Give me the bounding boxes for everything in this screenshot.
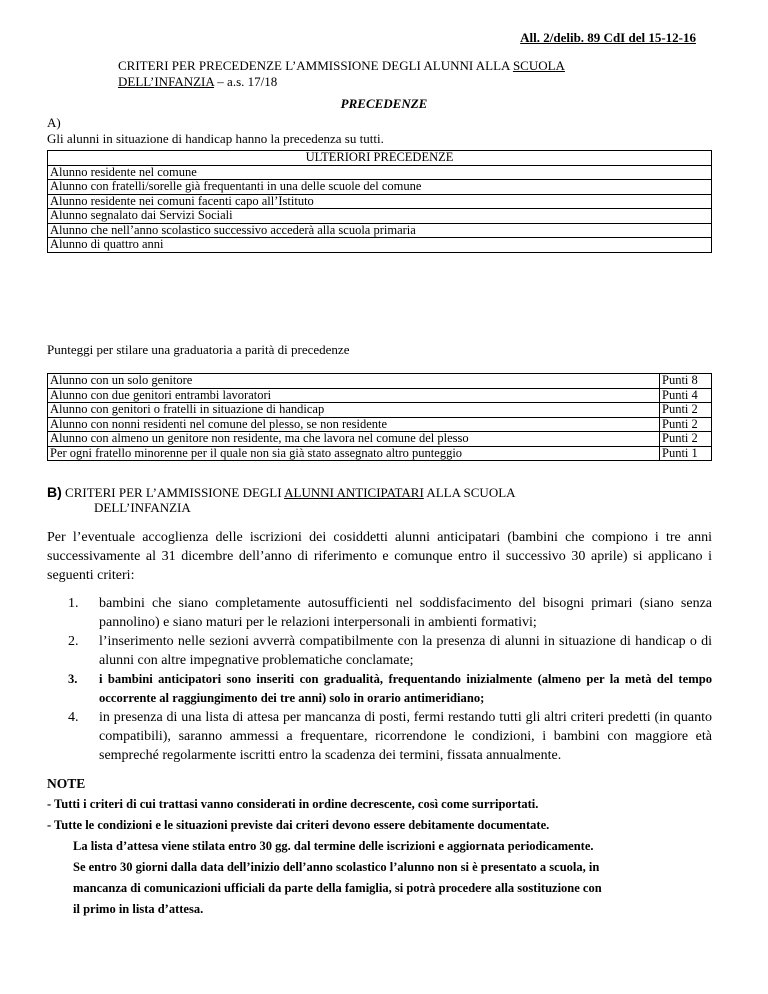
punteggi-label: Alunno con un solo genitore [48,374,660,389]
section-b-title-line2: DELL’INFANZIA [94,500,191,515]
item-text: bambini che siano completamente autosufficienti nel soddisfacimento del bisogni primari (siano senza pannolino) e siano maturi per le relazioni interpersonali in ambienti formativi; [99,596,712,630]
list-item [68,708,712,765]
punteggi-label: Alunno con genitori o fratelli in situazione di handicap [48,403,660,418]
section-b-title-suffix: ALLA SCUOLA [423,485,516,500]
ulteriori-precedenze-table [47,150,712,253]
item-number: 3. [68,672,78,686]
table-row: Alunno residente nel comune [48,165,712,180]
punteggi-intro: Punteggi per stilare una graduatoria a parità di precedenze [47,342,350,357]
section-a-text: Gli alunni in situazione di handicap hanno la precedenza su tutti. [47,131,384,146]
item-number: 2. [68,634,79,649]
notes-heading: NOTE [47,776,86,791]
precedenze-heading: PRECEDENZE [340,96,428,111]
item-text: in presenza di una lista di attesa per mancanza di posti, fermi restando tutti gli altri criteri predetti (in quanto compatibili), saranno ammessi a frequentare, ricorrendone le condizioni, i bambini con maggiore età sempreché regolarmente iscritti entro la scadenza dei termini, fissata annualmente. [99,710,712,763]
notes-section [47,773,602,920]
title-line1-underlined: SCUOLA [512,58,565,73]
notes-line: La lista d’attesa viene stilata entro 30 gg. dal termine delle iscrizioni e aggiornata periodicamente. [73,839,594,853]
table-row: Alunno con fratelli/sorelle già frequentanti in una delle scuole del comune [48,180,712,195]
list-item [68,594,712,632]
punteggi-points: Punti 4 [660,388,712,403]
item-text: i bambini anticipatori sono inseriti con gradualità, frequentando inizialmente (almeno per la metà del tempo occorrente al raggiungimento dei tre anni) solo in orario antimeridiano; [99,672,712,705]
punteggi-points: Punti 2 [660,417,712,432]
document-reference: All. 2/delib. 89 CdI del 15-12-16 [520,30,696,45]
title-line1: CRITERI PER PRECEDENZE L’AMMISSIONE DEGLI ALUNNI ALLA [118,58,513,73]
table-header: ULTERIORI PRECEDENZE [48,151,712,166]
punteggi-table [47,373,712,461]
table-row: Alunno che nell’anno scolastico successivo accederà alla scuola primaria [48,223,712,238]
table-row [48,446,712,461]
punteggi-points: Punti 2 [660,432,712,447]
title-line2-suffix: – a.s. 17/18 [214,74,278,89]
table-row [48,432,712,447]
section-b-underlined: ALUNNI ANTICIPATARI [284,485,424,500]
table-row [48,403,712,418]
notes-line: il primo in lista d’attesa. [73,902,204,916]
section-b-label: B) [47,484,62,500]
notes-line: - Tutte le condizioni e le situazioni previste dai criteri devono essere debitamente documentate. [47,818,550,832]
list-item [68,670,712,708]
table-row: Alunno di quattro anni [48,238,712,253]
section-b-heading [47,485,516,515]
notes-line: mancanza di comunicazioni ufficiali da parte della famiglia, si potrà procedere alla sostituzione con [73,881,602,895]
intro-paragraph: Per l’eventuale accoglienza delle iscrizioni dei cosiddetti alunni anticipatari (bambini che compiono i tre anni successivamente al 31 dicembre dell’anno di riferimento e comunque entro il successivo 30 aprile) si applicano i seguenti criteri: [47,530,712,583]
item-number: 1. [68,596,79,611]
notes-line: Se entro 30 giorni dalla data dell’inizio dell’anno scolastico l’alunno non si è presentato a scuola, in [73,860,600,874]
criteria-list [68,594,712,765]
punteggi-label: Per ogni fratello minorenne per il quale non sia già stato assegnato altro punteggio [48,446,660,461]
section-a-label: A) [47,115,61,130]
list-item [68,632,712,670]
item-number: 4. [68,710,79,725]
table-row [48,388,712,403]
notes-line: - Tutti i criteri di cui trattasi vanno considerati in ordine decrescente, così come surriportati. [47,797,539,811]
table-row: Alunno segnalato dai Servizi Sociali [48,209,712,224]
item-text: l’inserimento nelle sezioni avverrà compatibilmente con la presenza di alunni in situazione di handicap o di alunni con altre impegnative problematiche conclamate; [99,634,712,668]
document-title [118,58,658,90]
table-row [48,374,712,389]
punteggi-points: Punti 1 [660,446,712,461]
section-a [47,115,384,147]
title-line2-underlined: DELL’INFANZIA [118,74,215,89]
punteggi-points: Punti 2 [660,403,712,418]
punteggi-label: Alunno con nonni residenti nel comune del plesso, se non residente [48,417,660,432]
punteggi-label: Alunno con due genitori entrambi lavoratori [48,388,660,403]
table-row: Alunno residente nei comuni facenti capo all’Istituto [48,194,712,209]
table-row [48,417,712,432]
punteggi-points: Punti 8 [660,374,712,389]
punteggi-label: Alunno con almeno un genitore non residente, ma che lavora nel comune del plesso [48,432,660,447]
section-b-title: CRITERI PER L’AMMISSIONE DEGLI [61,485,285,500]
